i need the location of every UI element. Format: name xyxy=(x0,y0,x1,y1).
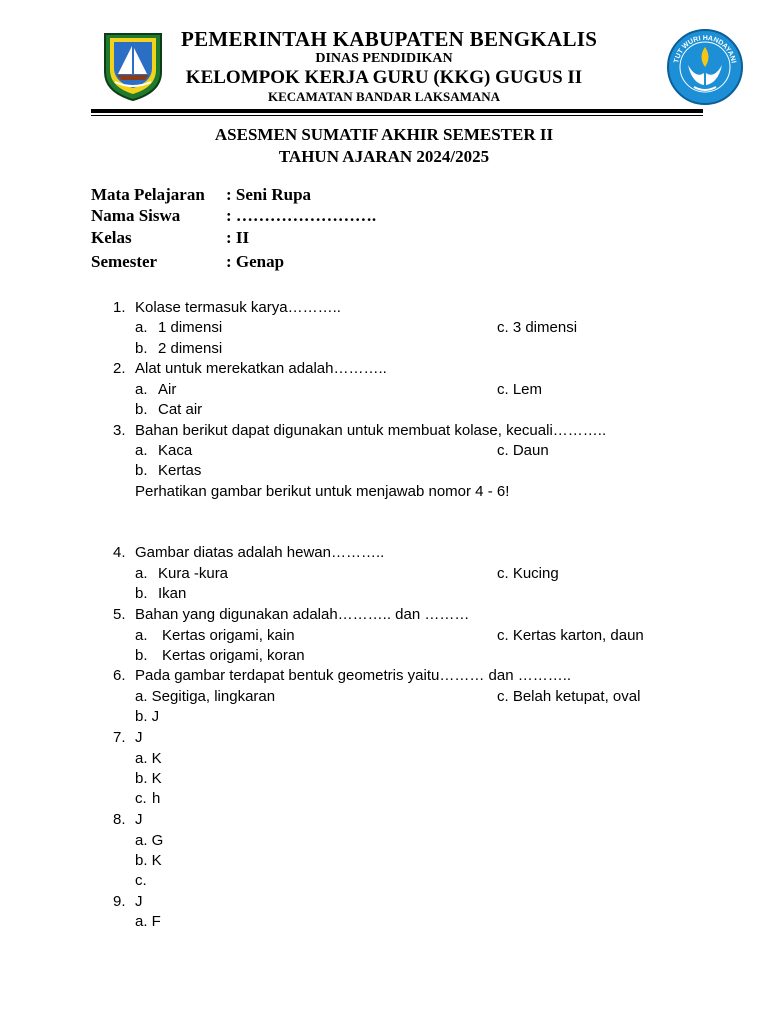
header-government: PEMERINTAH KABUPATEN BENGKALIS xyxy=(181,27,598,51)
question-number: 9. xyxy=(113,893,126,910)
option-letter: a. xyxy=(135,442,148,459)
option-c: c. Kucing xyxy=(497,565,559,582)
question-number: 1. xyxy=(113,299,126,316)
question-number: 4. xyxy=(113,544,126,561)
question-number: 2. xyxy=(113,360,126,377)
semester-label: Semester xyxy=(91,252,158,271)
option-letter: c. xyxy=(135,790,147,807)
option-letter: b. xyxy=(135,340,148,357)
header-divider-thick xyxy=(91,109,703,113)
question-text: Gambar diatas adalah hewan……….. xyxy=(135,544,385,561)
header-department: DINAS PENDIDIKAN xyxy=(315,51,453,66)
question-text: Alat untuk merekatkan adalah……….. xyxy=(135,360,387,377)
option-letter: a. xyxy=(135,565,148,582)
question-text: Bahan yang digunakan adalah……….. dan ……… xyxy=(135,606,470,623)
header-working-group: KELOMPOK KERJA GURU (KKG) GUGUS II xyxy=(185,67,583,88)
option-letter: a. xyxy=(135,319,148,336)
svg-text:TUT WURI HANDAYANI: TUT WURI HANDAYANI xyxy=(673,34,737,64)
option-letter: b. xyxy=(135,585,148,602)
class-value: : II xyxy=(226,228,250,247)
option-c: c. Lem xyxy=(497,381,543,398)
option-c: c. 3 dimensi xyxy=(497,319,578,336)
student-name-value: : ……………………. xyxy=(226,206,377,225)
exam-title: ASESMEN SUMATIF AKHIR SEMESTER II xyxy=(214,125,554,144)
option-letter: b. xyxy=(135,647,148,664)
subject-value: : Seni Rupa xyxy=(226,185,312,204)
option-c: c. Kertas karton, daun xyxy=(497,627,644,644)
header-district: KECAMATAN BANDAR LAKSAMANA xyxy=(267,89,501,104)
question-number: 3. xyxy=(113,422,126,439)
option-b: Cat air xyxy=(158,401,203,418)
header-divider-thin xyxy=(91,115,703,116)
question-number: 7. xyxy=(113,729,126,746)
question-text: J xyxy=(135,893,143,910)
option-letter: a. xyxy=(135,627,148,644)
option-b: b. J xyxy=(135,708,160,725)
option-b: Ikan xyxy=(158,585,187,602)
option-b: Kertas xyxy=(158,462,202,479)
academic-year: TAHUN AJARAN 2024/2025 xyxy=(278,147,490,166)
question-text: Kolase termasuk karya……….. xyxy=(135,299,341,316)
option-a: a. K xyxy=(135,750,162,767)
option-a: Kaca xyxy=(158,442,193,459)
option-a: Kura -kura xyxy=(158,565,229,582)
option-letter: a. xyxy=(135,381,148,398)
option-a: Kertas origami, kain xyxy=(162,627,295,644)
option-a: Air xyxy=(158,381,177,398)
option-c: c. Daun xyxy=(497,442,549,459)
question-text: Pada gambar terdapat bentuk geometris yaitu……… dan ……….. xyxy=(135,667,572,684)
question-number: 8. xyxy=(113,811,126,828)
question-text: J xyxy=(135,811,143,828)
student-name-label: Nama Siswa xyxy=(91,206,181,225)
option-b: Kertas origami, koran xyxy=(162,647,305,664)
class-label: Kelas xyxy=(91,228,132,247)
question-text: Bahan berikut dapat digunakan untuk membuat kolase, kecuali……….. xyxy=(135,422,607,439)
option-b: b. K xyxy=(135,770,162,787)
option-b: 2 dimensi xyxy=(158,340,223,357)
option-letter: b. xyxy=(135,401,148,418)
question-text: J xyxy=(135,729,143,746)
option-b: b. K xyxy=(135,852,162,869)
option-c: h xyxy=(152,790,161,807)
image-instruction: Perhatikan gambar berikut untuk menjawab nomor 4 - 6! xyxy=(135,483,510,500)
question-number: 6. xyxy=(113,667,126,684)
semester-value: : Genap xyxy=(226,252,285,271)
question-number: 5. xyxy=(113,606,126,623)
option-c: c. xyxy=(135,872,147,889)
option-letter: b. xyxy=(135,462,148,479)
option-a: a. Segitiga, lingkaran xyxy=(135,688,276,705)
option-a: a. F xyxy=(135,913,161,930)
subject-label: Mata Pelajaran xyxy=(91,185,205,204)
option-a: a. G xyxy=(135,832,164,849)
option-a: 1 dimensi xyxy=(158,319,223,336)
option-c: c. Belah ketupat, oval xyxy=(497,688,641,705)
